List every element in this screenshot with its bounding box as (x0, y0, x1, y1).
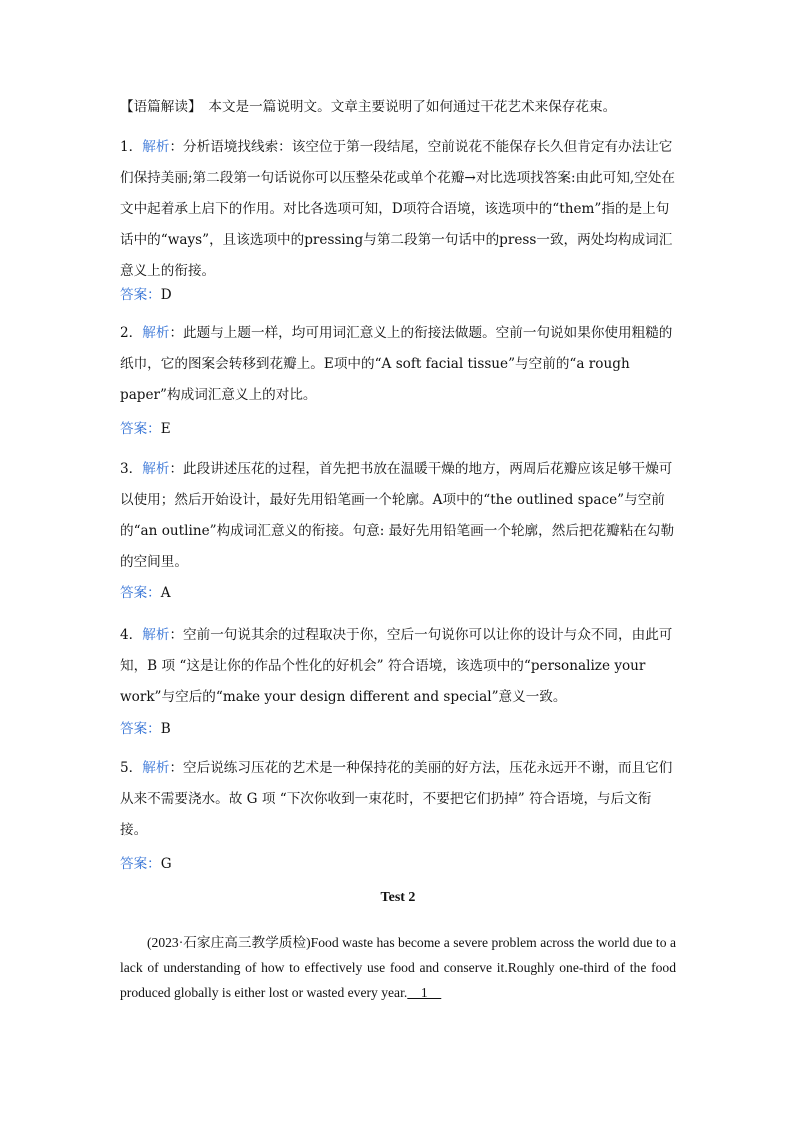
answer-label: 答案： (120, 856, 161, 872)
explanation-text: ：此题与上题一样，均可用词汇意义上的衔接法做题。空前一句说如果你使用粗糙的纸巾，它的图案会转移到花瓣上。E项中的“A soft facial tissue”与空前的“a rough paper”构成词汇意义上的对比。 (120, 325, 673, 403)
answer-label: 答案： (120, 721, 161, 737)
passage-text: (2023·石家庄高三教学质检)Food waste has become a severe problem across the world due to a lack of understanding of how to effectively use food and conserve it.Roughly one-third of the food produced globally is either lost or wasted every year. (120, 935, 676, 1000)
explanation-text: ：分析语境找线索：该空位于第一段结尾，空前说花不能保存长久但肯定有办法让它们保持美丽;第二段第一句话说你可以压整朵花或单个花瓣→对比选项找答案:由此可知,空处在文中起着承上启下的作用。对比各选项可知，D项符合语境，该选项中的“them”指的是上句话中的“ways”，且该选项中的pressing与第二段第一句话中的press一致，两处均构成词汇意义上的衔接。 (120, 139, 676, 279)
answer-label: 答案： (120, 421, 161, 437)
explanation-label: 解析 (142, 325, 170, 341)
answer-4 (120, 714, 676, 745)
explanation-label: 解析 (142, 461, 170, 477)
question-number: 2． (120, 325, 143, 341)
summary-text: 本文是一篇说明文。文章主要说明了如何通过干花艺术来保存花束。 (194, 99, 617, 115)
reading-summary (120, 92, 676, 123)
answer-value: A (160, 585, 171, 601)
answer-label: 答案： (120, 585, 161, 601)
question-explanation-2 (120, 318, 676, 411)
question-number: 3． (120, 461, 143, 477)
question-explanation-4 (120, 620, 676, 713)
question-explanation-1 (120, 132, 676, 287)
answer-value: B (160, 721, 171, 737)
answer-blank: 1 (407, 985, 442, 1000)
answer-3 (120, 578, 676, 609)
question-number: 4． (120, 627, 143, 643)
question-explanation-5 (120, 753, 676, 846)
summary-label: 【语篇解读】 (120, 99, 195, 115)
explanation-text: ：空前一句说其余的过程取决于你，空后一句说你可以让你的设计与众不同，由此可知，B 项 “这是让你的作品个性化的好机会” 符合语境，该选项中的“personalize your work”与空后的“make your design different and special”意义一致。 (120, 627, 673, 705)
explanation-label: 解析 (142, 760, 170, 776)
section-title: Test 2 (380, 890, 416, 905)
answer-value: E (160, 421, 171, 437)
question-explanation-3 (120, 454, 676, 578)
answer-2 (120, 414, 676, 445)
reading-passage (120, 930, 676, 1005)
question-number: 1． (120, 139, 143, 155)
answer-label: 答案： (120, 287, 161, 303)
explanation-label: 解析 (142, 627, 170, 643)
answer-5 (120, 849, 676, 880)
explanation-label: 解析 (142, 139, 170, 155)
question-number: 5． (120, 760, 143, 776)
answer-value: G (160, 856, 172, 872)
answer-1 (120, 280, 676, 311)
explanation-text: ：此段讲述压花的过程，首先把书放在温暖干燥的地方，两周后花瓣应该足够干燥可以使用；然后开始设计，最好先用铅笔画一个轮廓。A项中的“the outlined space”与空前的“an outline”构成词汇意义的衔接。句意: 最好先用铅笔画一个轮廓，然后把花瓣粘在勾勒的空间里。 (120, 461, 675, 570)
explanation-text: ：空后说练习压花的艺术是一种保持花的美丽的好方法，压花永远开不谢，而且它们从来不需要浇水。故 G 项 “下次你收到一束花时，不要把它们扔掉” 符合语境，与后文衔接。 (120, 760, 673, 838)
answer-value: D (160, 287, 172, 303)
